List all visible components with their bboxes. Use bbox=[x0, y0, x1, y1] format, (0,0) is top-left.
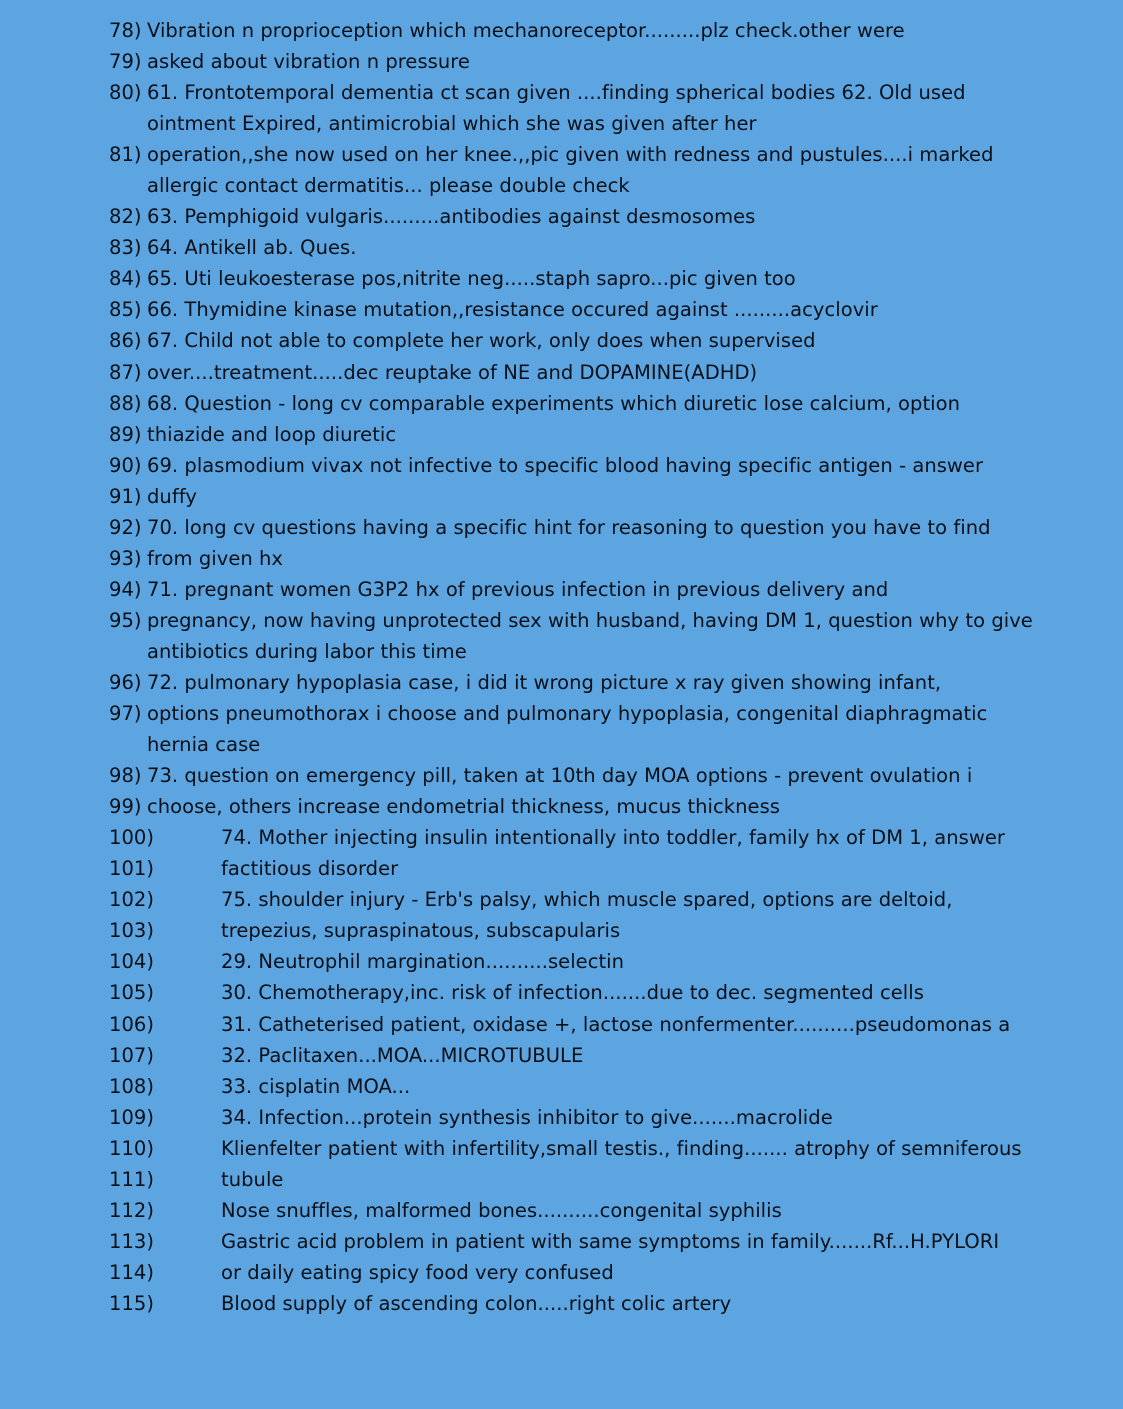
list-item bbox=[0, 853, 1123, 884]
list-item-text bbox=[147, 357, 1123, 388]
list-item-text bbox=[221, 1195, 1123, 1226]
list-item bbox=[0, 388, 1123, 419]
list-item-number: 111) bbox=[109, 1167, 155, 1191]
list-item-text bbox=[147, 760, 1123, 791]
list-item-line: 73. question on emergency pill, taken at 10th day MOA options - prevent ovulation i bbox=[147, 764, 973, 788]
list-item-number: 87) bbox=[109, 360, 142, 384]
list-item-number: 85) bbox=[109, 298, 142, 322]
list-item-number: 103) bbox=[109, 919, 155, 943]
list-item-line: 29. Neutrophil margination..........selectin bbox=[221, 950, 625, 974]
list-item-number: 114) bbox=[109, 1260, 155, 1284]
list-item-number: 102) bbox=[109, 888, 155, 912]
list-item-number: 83) bbox=[109, 236, 142, 260]
list-item-text bbox=[221, 946, 1123, 977]
list-item-number: 82) bbox=[109, 205, 142, 229]
list-item-text bbox=[147, 698, 1123, 760]
list-item-number: 108) bbox=[109, 1074, 155, 1098]
list-item-line: 71. pregnant women G3P2 hx of previous infection in previous delivery and bbox=[147, 577, 889, 601]
list-item bbox=[0, 481, 1123, 512]
list-item bbox=[0, 791, 1123, 822]
list-item-text bbox=[147, 388, 1123, 419]
list-item bbox=[0, 294, 1123, 325]
list-item bbox=[0, 15, 1123, 46]
list-item-line: Klienfelter patient with infertility,small testis., finding....... atrophy of semniferous bbox=[221, 1136, 1022, 1160]
list-item-text bbox=[147, 232, 1123, 263]
list-item-number: 91) bbox=[109, 484, 142, 508]
list-item-number: 115) bbox=[109, 1291, 155, 1315]
list-item-line: 30. Chemotherapy,inc. risk of infection.......due to dec. segmented cells bbox=[221, 981, 924, 1005]
list-item-line: 69. plasmodium vivax not infective to specific blood having specific antigen - answer bbox=[147, 453, 984, 477]
list-item-text bbox=[147, 46, 1123, 77]
list-item-line: ointment Expired, antimicrobial which she was given after her bbox=[147, 112, 757, 136]
list-item-number: 79) bbox=[109, 50, 142, 74]
list-item-text bbox=[147, 325, 1123, 356]
list-item-number: 88) bbox=[109, 391, 142, 415]
list-item-number: 104) bbox=[109, 950, 155, 974]
list-item-line: 68. Question - long cv comparable experiments which diuretic lose calcium, option bbox=[147, 391, 961, 415]
list-item-line: thiazide and loop diuretic bbox=[147, 422, 397, 446]
list-item-line: Nose snuffles, malformed bones..........congenital syphilis bbox=[221, 1198, 782, 1222]
list-item bbox=[0, 698, 1123, 760]
list-item-text bbox=[147, 450, 1123, 481]
list-item-number: 105) bbox=[109, 981, 155, 1005]
list-item bbox=[0, 1071, 1123, 1102]
list-item bbox=[0, 574, 1123, 605]
list-item-text bbox=[221, 853, 1123, 884]
list-item-text bbox=[221, 915, 1123, 946]
list-item-number: 81) bbox=[109, 143, 142, 167]
list-item bbox=[0, 1195, 1123, 1226]
list-item bbox=[0, 419, 1123, 450]
list-item-line: duffy bbox=[147, 484, 197, 508]
list-item-text bbox=[221, 1288, 1123, 1319]
list-item-text bbox=[147, 605, 1123, 667]
list-item-number: 100) bbox=[109, 826, 155, 850]
list-item-line: trepezius, supraspinatous, subscapularis bbox=[221, 919, 621, 943]
list-item-text bbox=[221, 1040, 1123, 1071]
list-item bbox=[0, 605, 1123, 667]
list-item bbox=[0, 512, 1123, 543]
list-item-text bbox=[147, 15, 1123, 46]
list-item-line: 32. Paclitaxen...MOA...MICROTUBULE bbox=[221, 1043, 584, 1067]
list-item-line: operation,,she now used on her knee.,,pic given with redness and pustules....i marked bbox=[147, 143, 994, 167]
list-item bbox=[0, 1288, 1123, 1319]
list-item-number: 94) bbox=[109, 577, 142, 601]
list-item-line: 31. Catheterised patient, oxidase +, lactose nonfermenter..........pseudomonas a bbox=[221, 1012, 1011, 1036]
list-item-number: 89) bbox=[109, 422, 142, 446]
list-item-number: 109) bbox=[109, 1105, 155, 1129]
list-item-line: 74. Mother injecting insulin intentionally into toddler, family hx of DM 1, answer bbox=[221, 826, 1005, 850]
list-item bbox=[0, 822, 1123, 853]
list-item-line: 33. cisplatin MOA... bbox=[221, 1074, 411, 1098]
list-item bbox=[0, 1102, 1123, 1133]
list-item-number: 97) bbox=[109, 702, 142, 726]
list-item-number: 80) bbox=[109, 81, 142, 105]
list-item-number: 107) bbox=[109, 1043, 155, 1067]
list-item-line: 75. shoulder injury - Erb's palsy, which muscle spared, options are deltoid, bbox=[221, 888, 953, 912]
list-item bbox=[0, 667, 1123, 698]
list-item-number: 84) bbox=[109, 267, 142, 291]
list-item-line: Gastric acid problem in patient with same symptoms in family.......Rf...H.PYLORI bbox=[221, 1229, 1000, 1253]
list-item-text bbox=[221, 1009, 1123, 1040]
list-item-text bbox=[147, 667, 1123, 698]
list-item-line: 34. Infection...protein synthesis inhibitor to give.......macrolide bbox=[221, 1105, 833, 1129]
list-item-text bbox=[147, 294, 1123, 325]
list-item bbox=[0, 232, 1123, 263]
list-item-line: 64. Antikell ab. Ques. bbox=[147, 236, 357, 260]
list-item-number: 78) bbox=[109, 19, 142, 42]
list-item-text bbox=[147, 574, 1123, 605]
list-item-number: 113) bbox=[109, 1229, 155, 1253]
list-item-text bbox=[147, 77, 1123, 139]
list-item-line: over....treatment.....dec reuptake of NE and DOPAMINE(ADHD) bbox=[147, 360, 758, 384]
list-item-line: 72. pulmonary hypoplasia case, i did it wrong picture x ray given showing infant, bbox=[147, 670, 942, 694]
list-item-text bbox=[221, 822, 1123, 853]
list-item-text bbox=[147, 512, 1123, 543]
list-item bbox=[0, 946, 1123, 977]
list-item bbox=[0, 760, 1123, 791]
list-item bbox=[0, 884, 1123, 915]
list-item-text bbox=[221, 884, 1123, 915]
list-item-text bbox=[221, 1102, 1123, 1133]
list-item-text bbox=[147, 419, 1123, 450]
list-item-line: Vibration n proprioception which mechanoreceptor.........plz check.other were bbox=[147, 19, 905, 42]
list-item-line: 70. long cv questions having a specific hint for reasoning to question you have to find bbox=[147, 515, 991, 539]
list-item bbox=[0, 325, 1123, 356]
list-item-text bbox=[221, 1071, 1123, 1102]
list-item bbox=[0, 201, 1123, 232]
list-item-line: factitious disorder bbox=[221, 857, 399, 881]
list-item-text bbox=[221, 1164, 1123, 1195]
list-item-text bbox=[147, 543, 1123, 574]
list-item bbox=[0, 46, 1123, 77]
list-item-number: 93) bbox=[109, 546, 142, 570]
list-item-text bbox=[147, 481, 1123, 512]
list-item-line: pregnancy, now having unprotected sex with husband, having DM 1, question why to give bbox=[147, 608, 1033, 632]
list-item-number: 95) bbox=[109, 608, 142, 632]
list-item-text bbox=[147, 201, 1123, 232]
list-item bbox=[0, 543, 1123, 574]
list-item bbox=[0, 357, 1123, 388]
list-item-number: 112) bbox=[109, 1198, 155, 1222]
list-item-text bbox=[147, 791, 1123, 822]
list-item bbox=[0, 1226, 1123, 1257]
list-item-text bbox=[221, 1226, 1123, 1257]
list-item bbox=[0, 139, 1123, 201]
list-item bbox=[0, 1009, 1123, 1040]
list-item-line: 66. Thymidine kinase mutation,,resistance occured against .........acyclovir bbox=[147, 298, 878, 322]
list-item-line: allergic contact dermatitis... please double check bbox=[147, 174, 630, 198]
list-item-line: from given hx bbox=[147, 546, 284, 570]
list-item-number: 96) bbox=[109, 670, 142, 694]
list-item-text bbox=[221, 1257, 1123, 1288]
list-item bbox=[0, 1133, 1123, 1164]
list-item-line: 65. Uti leukoesterase pos,nitrite neg.....staph sapro...pic given too bbox=[147, 267, 796, 291]
list-item bbox=[0, 77, 1123, 139]
list-item-number: 110) bbox=[109, 1136, 155, 1160]
list-item bbox=[0, 1164, 1123, 1195]
notes-list bbox=[0, 15, 1123, 1319]
list-item bbox=[0, 450, 1123, 481]
list-item-number: 99) bbox=[109, 795, 142, 819]
list-item-number: 90) bbox=[109, 453, 142, 477]
list-item-line: or daily eating spicy food very confused bbox=[221, 1260, 614, 1284]
list-item-line: antibiotics during labor this time bbox=[147, 639, 467, 663]
list-item-line: choose, others increase endometrial thickness, mucus thickness bbox=[147, 795, 781, 819]
list-item-line: 67. Child not able to complete her work, only does when supervised bbox=[147, 329, 816, 353]
list-item-line: Blood supply of ascending colon.....right colic artery bbox=[221, 1291, 732, 1315]
list-item-number: 92) bbox=[109, 515, 142, 539]
list-item-line: 61. Frontotemporal dementia ct scan given ....finding spherical bodies 62. Old used bbox=[147, 81, 966, 105]
list-item-line: tubule bbox=[221, 1167, 284, 1191]
list-item-number: 106) bbox=[109, 1012, 155, 1036]
list-item-text bbox=[147, 263, 1123, 294]
list-item bbox=[0, 1257, 1123, 1288]
list-item-line: 63. Pemphigoid vulgaris.........antibodies against desmosomes bbox=[147, 205, 756, 229]
list-item-number: 101) bbox=[109, 857, 155, 881]
list-item-line: hernia case bbox=[147, 733, 261, 757]
list-item-number: 86) bbox=[109, 329, 142, 353]
list-item bbox=[0, 977, 1123, 1008]
list-item-text bbox=[147, 139, 1123, 201]
list-item-line: asked about vibration n pressure bbox=[147, 50, 470, 74]
list-item-text bbox=[221, 977, 1123, 1008]
list-item bbox=[0, 1040, 1123, 1071]
list-item-text bbox=[221, 1133, 1123, 1164]
list-item bbox=[0, 915, 1123, 946]
list-item-number: 98) bbox=[109, 764, 142, 788]
list-item-line: options pneumothorax i choose and pulmonary hypoplasia, congenital diaphragmatic bbox=[147, 702, 988, 726]
list-item bbox=[0, 263, 1123, 294]
